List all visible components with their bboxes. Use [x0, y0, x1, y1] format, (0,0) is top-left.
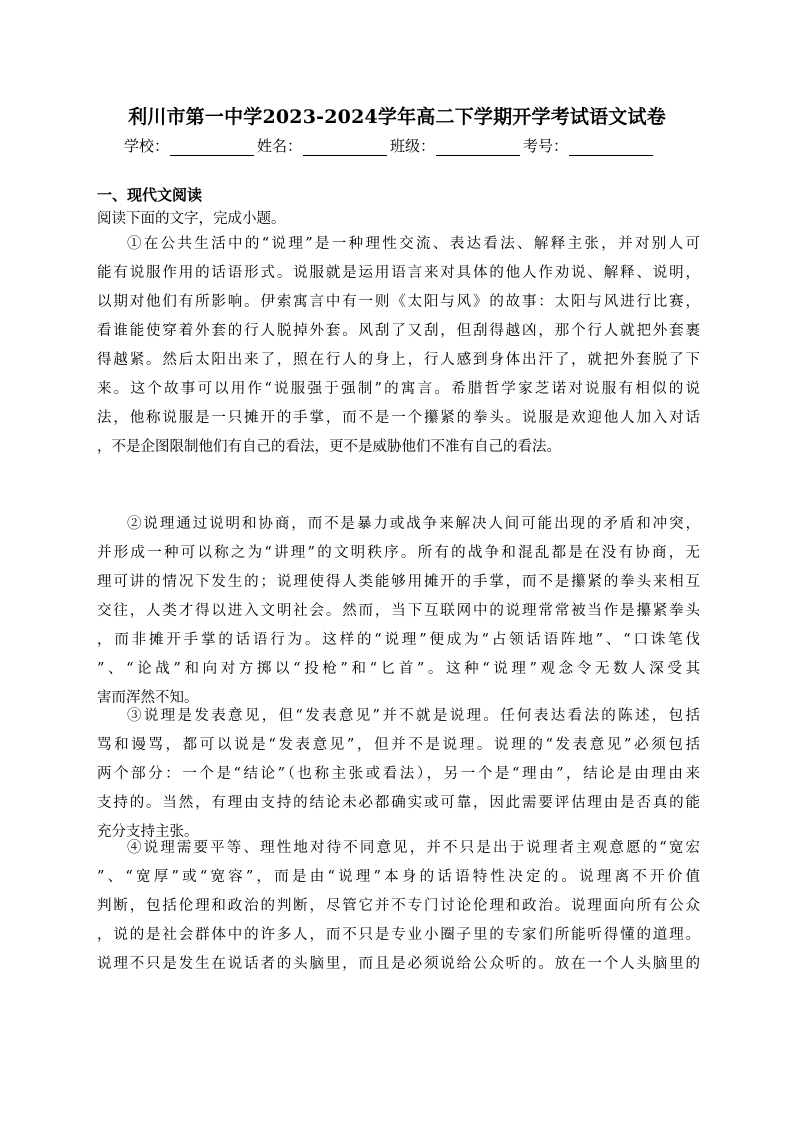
exam-title: 利川市第一中学2023-2024学年高二下学期开学考试语文试卷 — [128, 106, 666, 128]
paragraph-line: 来。这个故事可以用作“说服强于强制”的寓言。希腊哲学家芝诺对说服有相似的说 — [97, 381, 700, 397]
class-label: 班级： — [390, 137, 436, 155]
paragraph-line: 能有说服作用的话语形式。说服就是运用语言来对具体的他人作劝说、解释、说明， — [97, 265, 700, 281]
paragraph-line: ”、“宽厚”或“宽容”，而是由“说理”本身的话语特性决定的。说理离不开价值 — [97, 869, 700, 885]
name-field — [257, 135, 390, 156]
passage-paragraph-2 — [97, 510, 700, 713]
paragraph-line: ③说理是发表意见，但“发表意见”并不就是说理。任何表达看法的陈述，包括 — [127, 708, 700, 724]
name-label: 姓名： — [257, 137, 303, 155]
passage-paragraph-3 — [97, 702, 700, 847]
paragraph-line: 判断，包括伦理和政治的判断，尽管它并不专门讨论伦理和政治。说理面向所有公众 — [97, 898, 700, 914]
paragraph-line: 骂和谩骂，都可以说是“发表意见”，但并不是说理。说理的“发表意见”必须包括 — [97, 737, 700, 753]
paragraph-line: ，说的是社会群体中的许多人，而不只是专业小圈子里的专家们所能听得懂的道理。 — [97, 927, 700, 943]
exam-number-field — [523, 135, 656, 156]
name-blank[interactable] — [303, 141, 387, 156]
class-blank[interactable] — [436, 141, 520, 156]
paragraph-line: ④说理需要平等、理性地对待不同意见，并不只是出于说理者主观意愿的“宽宏 — [127, 840, 700, 856]
school-field — [124, 135, 257, 156]
school-blank[interactable] — [170, 141, 254, 156]
paragraph-line: ，不是企图限制他们有自己的看法，更不是威胁他们不准有自己的看法。 — [97, 439, 561, 455]
paragraph-line: 两个部分：一个是“结论”（也称主张或看法），另一个是“理由”，结论是由理由来 — [97, 766, 700, 782]
class-field — [390, 135, 523, 156]
paragraph-line: ”、“论战”和向对方掷以“投枪”和“匕首”。这种“说理”观念令无数人深受其 — [97, 661, 700, 677]
paragraph-line: 以期对他们有所影响。伊索寓言中有一则《太阳与风》的故事：太阳与风进行比赛， — [97, 294, 700, 310]
paragraph-line: 理可讲的情况下发生的；说理使得人类能够用摊开的手掌，而不是攥紧的拳头来相互 — [97, 574, 700, 590]
paragraph-line: 支持的。当然，有理由支持的结论未必都确实或可靠，因此需要评估理由是否真的能 — [97, 795, 700, 811]
paragraph-line: 交往，人类才得以进入文明社会。然而，当下互联网中的说理常常被当作是攥紧拳头 — [97, 603, 700, 619]
paragraph-line: 得越紧。然后太阳出来了，照在行人的身上，行人感到身体出汗了，就把外套脱了下 — [97, 352, 700, 368]
paragraph-line: 说理不只是发生在说话者的头脑里，而且是必须说给公众听的。放在一个人头脑里的 — [97, 956, 700, 972]
exam-number-label: 考号： — [523, 137, 569, 155]
paragraph-line: ①在公共生活中的“说理”是一种理性交流、表达看法、解释主张，并对别人可 — [127, 236, 700, 252]
reading-instruction: 阅读下面的文字，完成小题。 — [97, 211, 286, 227]
paragraph-line: 害而浑然不知。 — [97, 690, 199, 706]
passage-paragraph-4 — [97, 834, 700, 979]
paragraph-line: 看谁能使穿着外套的行人脱掉外套。风刮了又刮，但刮得越凶，那个行人就把外套裹 — [97, 323, 700, 339]
paragraph-line: ②说理通过说明和协商，而不是暴力或战争来解决人间可能出现的矛盾和冲突， — [127, 516, 700, 532]
paragraph-line: 法，他称说服是一只摊开的手掌，而不是一个攥紧的拳头。说服是欢迎他人加入对话 — [97, 410, 700, 426]
student-info-row — [124, 135, 684, 156]
paragraph-line: 并形成一种可以称之为“讲理”的文明秩序。所有的战争和混乱都是在没有协商，无 — [97, 545, 700, 561]
passage-paragraph-1 — [97, 230, 700, 462]
exam-number-blank[interactable] — [569, 141, 653, 156]
paragraph-line: 充分支持主张。 — [97, 824, 199, 840]
paragraph-line: ，而非摊开手掌的话语行为。这样的“说理”便成为“占领话语阵地”、“口诛笔伐 — [97, 632, 700, 648]
school-label: 学校： — [124, 137, 170, 155]
section-heading: 一、现代文阅读 — [97, 186, 203, 204]
